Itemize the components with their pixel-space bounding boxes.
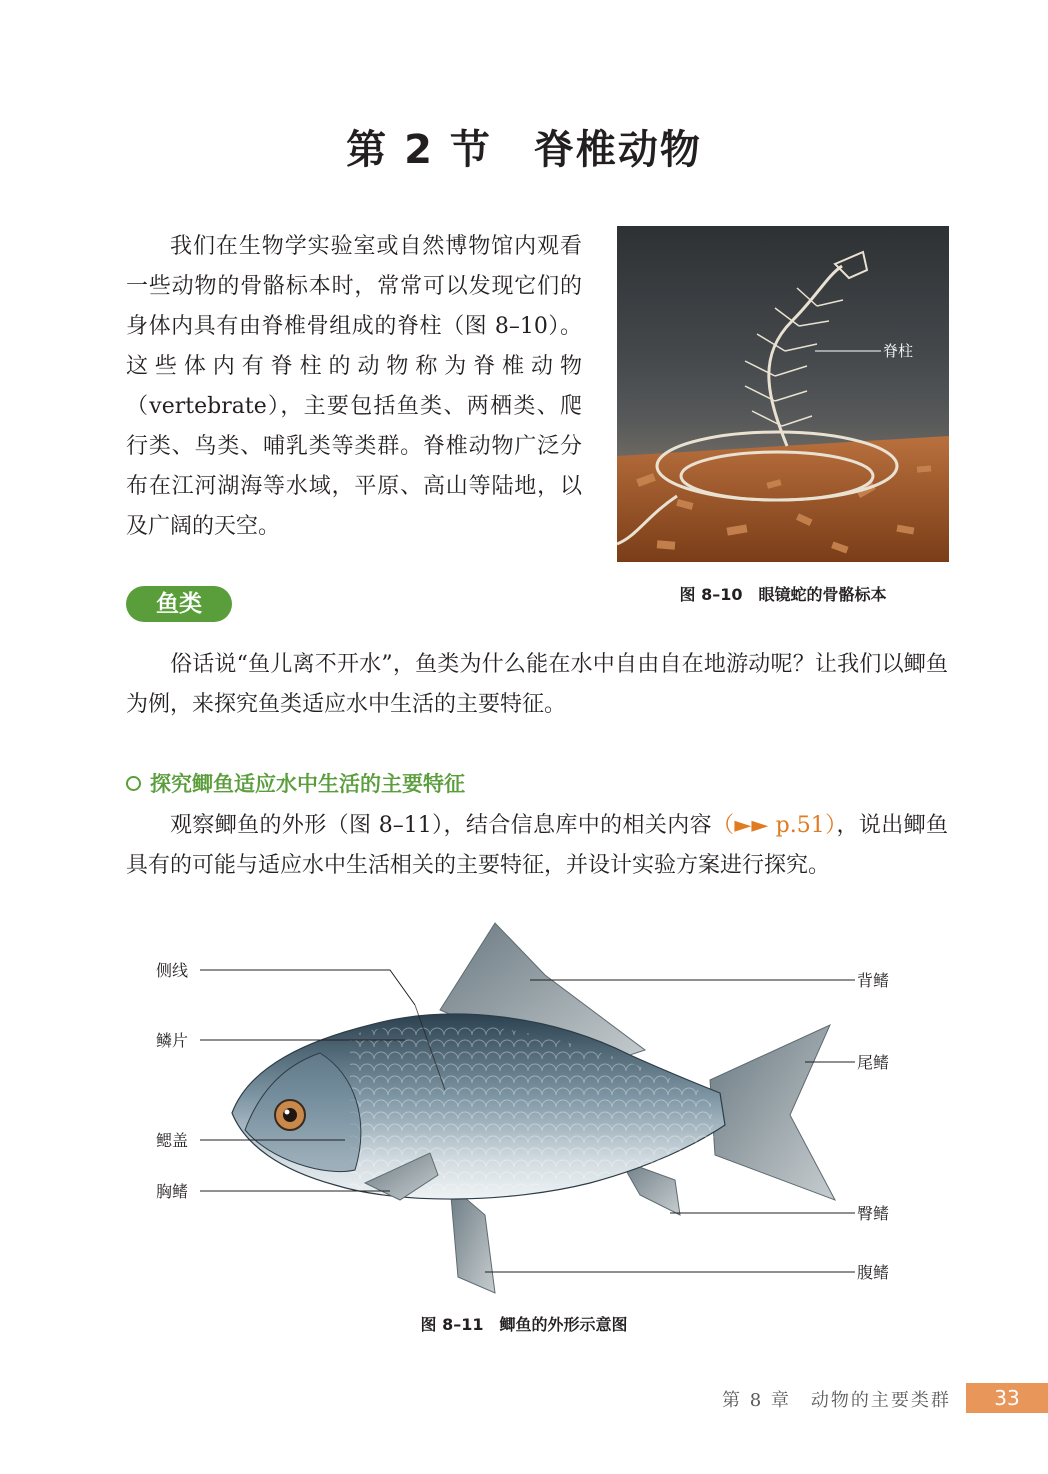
inquiry-text-before: 观察鲫鱼的外形（图 8–11），结合信息库中的相关内容 (170, 813, 713, 838)
lateral-line-label: 侧线 (156, 961, 189, 980)
dorsal-fin-label: 背鳍 (857, 971, 890, 990)
cobra-skeleton-illustration (617, 226, 949, 562)
figure-8-10-caption: 图 8–10 眼镜蛇的骨骼标本 (679, 585, 887, 604)
inquiry-paragraph (126, 806, 948, 886)
gill-cover-label: 鳃盖 (156, 1131, 189, 1150)
circle-bullet-icon (126, 776, 141, 791)
lateral-line-leader (200, 970, 415, 1005)
fish-intro-text (126, 645, 948, 725)
caudal-fin-shape (710, 1025, 835, 1200)
spine-label: 脊柱 (883, 342, 914, 360)
inquiry-heading-text: 探究鲫鱼适应水中生活的主要特征 (150, 772, 465, 796)
pelvic-fin-shape (450, 1185, 495, 1293)
page-reference-link[interactable]: （►► p.51） (712, 813, 837, 838)
page-number: 33 (966, 1383, 1048, 1413)
fish-intro-paragraph: 俗话说“鱼儿离不开水”，鱼类为什么能在水中自由自在地游动呢？让我们以鲫鱼为例，来探究鱼类适应水中生活的主要特征。 (126, 652, 948, 717)
fish-illustration (150, 915, 900, 1305)
cobra-skeleton-photo (617, 226, 949, 562)
crucian-carp-diagram (150, 915, 900, 1305)
inquiry-heading (126, 768, 465, 798)
anal-fin-label: 臀鳍 (857, 1204, 890, 1223)
inquiry-text (126, 806, 948, 886)
section-title: 第 2 节 脊椎动物 (346, 127, 702, 173)
chapter-footer: 第 8 章 动物的主要类群 (722, 1390, 951, 1411)
scales-label: 鳞片 (156, 1031, 189, 1050)
fish-section-heading: 鱼类 (126, 586, 232, 622)
caudal-fin-label: 尾鳍 (857, 1053, 890, 1072)
intro-text (126, 227, 582, 547)
figure-8-11-caption: 图 8–11 鲫鱼的外形示意图 (420, 1315, 628, 1334)
pectoral-fin-label: 胸鳍 (156, 1182, 189, 1201)
inquiry-text-after: ，说出鲫鱼具有的可能与适应水中生活相关的主要特征，并设计实验方案进行探究。 (126, 813, 948, 878)
pelvic-fin-label: 腹鳍 (857, 1263, 890, 1282)
intro-paragraph: 我们在生物学实验室或自然博物馆内观看一些动物的骨骼标本时，常常可以发现它们的身体内具有由脊椎骨组成的脊柱（图 8–10）。这些体内有脊柱的动物称为脊椎动物（vertebrate），主要包括鱼类、两栖类、爬行类、鸟类、哺乳类等类群。脊椎动物广泛分布在江河湖海等水域，平原、高山等陆地，以及广阔的天空。 (126, 234, 582, 539)
